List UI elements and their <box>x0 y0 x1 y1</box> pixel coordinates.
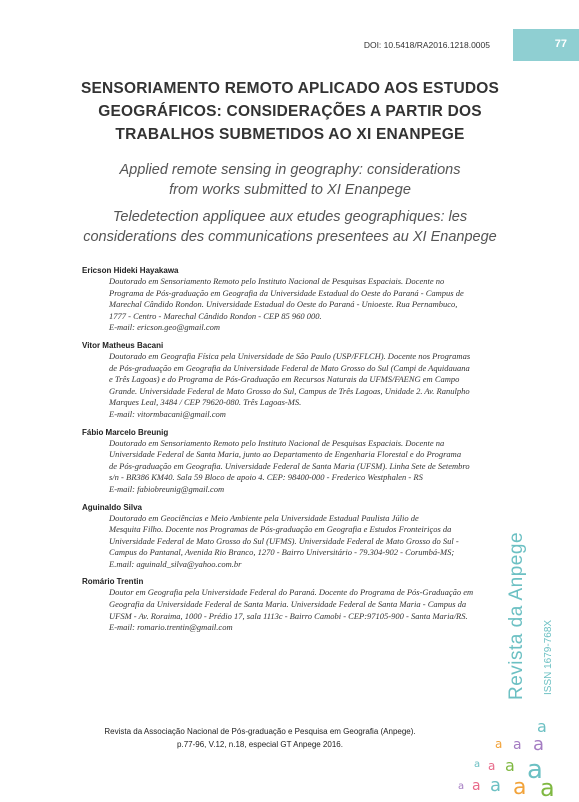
author-block <box>82 265 502 334</box>
author-block <box>82 576 502 633</box>
journal-name-vertical: Revista da Anpege <box>506 531 527 700</box>
affiliation-line: Universidade Federal de Mato Grosso do Sul (UFMS). Universidade Federal de Mato Grosso do Sul - <box>109 535 459 546</box>
logo-letter-icon: a <box>540 774 555 802</box>
logo-letter-icon: a <box>513 775 527 800</box>
affiliation-line: Doutorado em Sensoriamento Remoto pelo Instituto Nacional de Pesquisas Espaciais. Docente na <box>109 437 445 448</box>
author-email: E.mail: aguinald_silva@yahoo.com.br <box>109 558 242 569</box>
affiliation-line: 1777 - Centro - Marechal Cândido Rondon - CEP 85 960 000. <box>109 310 322 321</box>
affiliation-line: Grande. Universidade Federal de Mato Grosso do Sul, Campus de Três Lagoas, Unidade 2. Av. Ranulpho <box>109 385 470 396</box>
affiliation-line: s/n - BR386 KM40. Sala 59 Bloco de apoio 4. CEP: 98400-000 - Frederico Westphalen - RS <box>109 472 423 483</box>
author-name: Fábio Marcelo Breunig <box>82 427 169 437</box>
authors-list <box>82 265 502 640</box>
title-line: SENSORIAMENTO REMOTO APLICADO AOS ESTUDOS <box>80 80 500 97</box>
author-affiliation <box>82 438 502 496</box>
author-affiliation <box>82 587 502 633</box>
affiliation-line: Campus do Pantanal, Avenida Rio Branco, 1270 - Bairro Universitário - 79.304-902 - Corumbá-MS; <box>109 547 455 558</box>
author-block <box>82 502 502 571</box>
title-line: GEOGRÁFICOS: CONSIDERAÇÕES A PARTIR DOS <box>98 103 482 120</box>
affiliation-line: de Pós-graduação em Geografia da Universidade Federal de Mato Grosso do Sul (Campi de Aquidauana <box>109 362 470 373</box>
author-block <box>82 427 502 496</box>
affiliation-line: de Pós-graduação em Geografia. Universidade Federal de Santa Maria (UFSM). Linha Sete de Setembro <box>109 460 470 471</box>
page-footer <box>60 725 460 751</box>
title-line: TRABALHOS SUBMETIDOS AO XI ENANPEGE <box>115 126 465 143</box>
english-title-line: from works submitted to XI Enanpege <box>169 182 411 198</box>
author-affiliation <box>82 351 502 421</box>
author-name: Ericson Hideki Hayakawa <box>82 266 179 275</box>
english-title <box>60 160 520 200</box>
footer-line: Revista da Associação Nacional de Pós-graduação e Pesquisa em Geografia (Anpege). <box>104 727 416 736</box>
affiliation-line: e Três Lagoas) e do Programa de Pós-Graduação em Recursos Naturais da UFMS/FAENG em Campo <box>109 374 460 385</box>
logo-letter-icon: a <box>533 734 545 755</box>
logo-letter-icon: a <box>490 775 502 796</box>
logo-letter-icon: a <box>513 737 522 753</box>
page-number: 77 <box>554 38 567 50</box>
author-name: Romário Trentin <box>82 577 144 587</box>
logo-letter-icon: a <box>474 759 481 770</box>
logo-letter-icon: a <box>458 781 465 792</box>
author-affiliation <box>82 276 502 334</box>
logo-letter-icon: a <box>527 755 543 785</box>
affiliation-line: Programa de Pós-graduação em Geografia da Universidade Estadual do Oeste do Paraná - Campus de <box>109 287 464 298</box>
affiliation-line: Geografia da Universidade Federal de Santa Maria. Universidade Federal de Santa Maria - Campus da <box>109 599 467 610</box>
footer-line: p.77-96, V.12, n.18, especial GT Anpege 2016. <box>177 740 343 749</box>
author-email: E-mail: ericson.geo@gmail.com <box>109 322 220 333</box>
affiliation-line: Doutorado em Geociências e Meio Ambiente pela Universidade Estadual Paulista Júlio de <box>109 512 419 523</box>
affiliation-line: Marques Leal, 3484 / CEP 79620-080. Três Lagoas-MS. <box>109 397 302 408</box>
article-title <box>60 77 520 146</box>
logo-letter-icon: a <box>488 759 496 773</box>
author-affiliation <box>82 513 502 571</box>
author-email: E-mail: romario.trentin@gmail.com <box>109 622 233 633</box>
author-email: E-mail: vitormbacani@gmail.com <box>109 408 226 419</box>
affiliation-line: Doutor em Geografia pela Universidade Federal do Paraná. Docente do Programa de Pós-Graduação em <box>109 587 474 598</box>
affiliation-line: Marechal Cândido Rondon. Universidade Estadual do Oeste do Paraná - Unioeste. Rua Pernambuco, <box>109 299 458 310</box>
french-title-line: Teledetection appliquee aux etudes geographiques: les <box>112 209 468 225</box>
author-name: Vitor Matheus Bacani <box>82 340 164 350</box>
affiliation-line: Doutorado em Sensoriamento Remoto pelo Instituto Nacional de Pesquisas Espaciais. Docente no <box>109 276 445 286</box>
logo-letter-icon: a <box>537 717 547 736</box>
doi-label: DOI: 10.5418/RA2016.1218.0005 <box>363 40 490 50</box>
affiliation-line: Mesquita Filho. Docente nos Programas de Pós-graduação em Geografia e Estudos Fronteiriços da <box>109 524 452 535</box>
page-number-tab <box>513 29 579 61</box>
english-title-line: Applied remote sensing in geography: considerations <box>119 162 461 178</box>
issn-vertical: ISSN 1679-768X <box>543 619 554 695</box>
french-title <box>60 207 520 247</box>
author-email: E-mail: fabiobreunig@gmail.com <box>109 483 225 494</box>
logo-letter-icon: a <box>472 778 481 794</box>
french-title-line: considerations des communications presentees au XI Enanpege <box>83 229 497 245</box>
affiliation-line: Universidade Federal de Santa Maria, junto ao Departamento de Engenharia Florestal e do Programa <box>109 449 462 460</box>
logo-letter-icon: a <box>505 756 515 775</box>
affiliation-line: Doutorado em Geografia Física pela Universidade de São Paulo (USP/FFLCH). Docente nos Programas <box>109 350 471 361</box>
author-block <box>82 340 502 421</box>
author-name: Aguinaldo Silva <box>82 502 143 512</box>
affiliation-line: UFSM - Av. Roraima, 1000 - Prédio 17, sala 1113c - Bairro Camobi - CEP:97105-900 - Santa Maria/RS. <box>109 610 468 621</box>
logo-letter-icon: a <box>495 737 503 751</box>
